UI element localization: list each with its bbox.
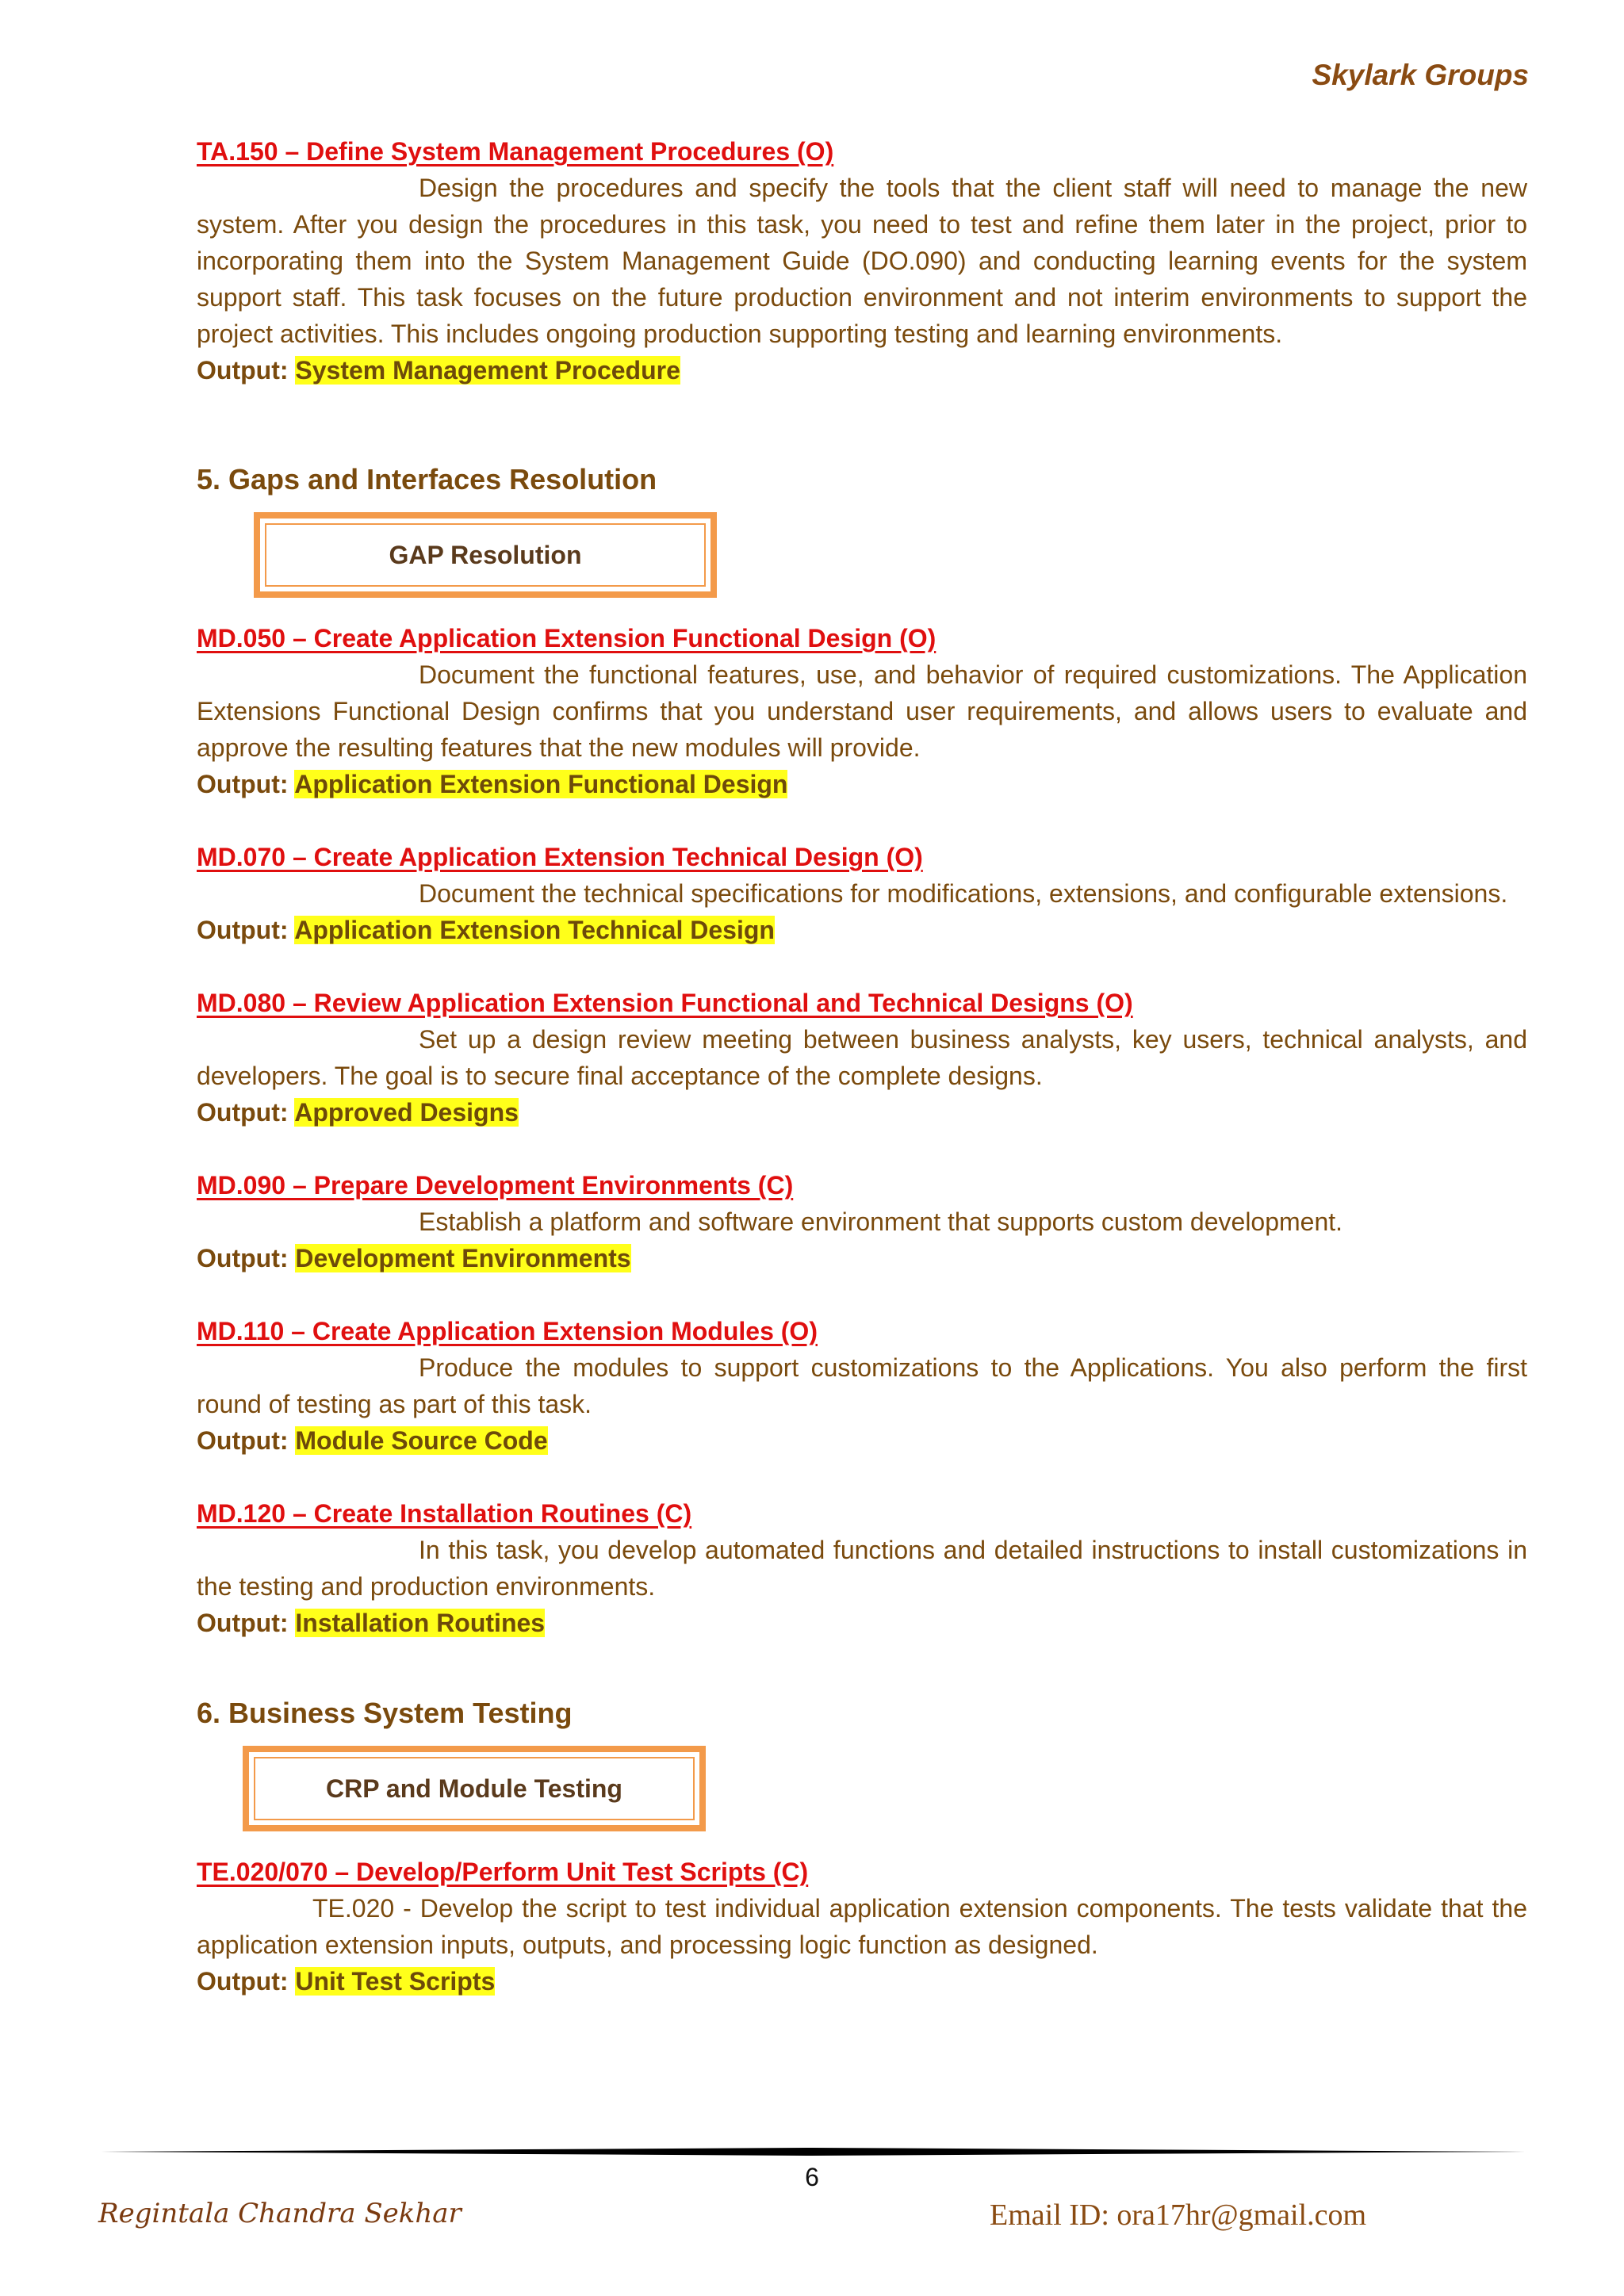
output-label: Output: <box>197 1426 289 1455</box>
output-value: System Management Procedure <box>295 356 680 385</box>
task-title: TA.150 – Define System Management Procedures (O) <box>197 137 834 166</box>
task-output <box>197 766 1527 802</box>
task-description: Document the technical specifications for modifications, extensions, and configurable extensions. <box>419 879 1508 908</box>
output-value: Installation Routines <box>295 1609 546 1637</box>
task-description: TE.020 - Develop the script to test individual application extension components. The tests validate that the application extension inputs, outputs, and processing logic function as designed. <box>197 1894 1527 1959</box>
task-description: Establish a platform and software environment that supports custom development. <box>419 1207 1343 1236</box>
output-value: Application Extension Technical Design <box>294 916 775 944</box>
output-label: Output: <box>197 1967 289 1996</box>
task-title: MD.050 – Create Application Extension Functional Design (O) <box>197 624 936 652</box>
crp-module-testing-box <box>243 1746 706 1831</box>
task-title: MD.110 – Create Application Extension Modules (O) <box>197 1317 818 1345</box>
section-heading-testing: 6. Business System Testing <box>197 1697 573 1729</box>
box-label: CRP and Module Testing <box>254 1757 695 1820</box>
task-description: Design the procedures and specify the tools that the client staff will need to manage the new system. After you design the procedures in this task, you need to test and refine them later in the project, prior to incorporating them into the System Management Guide (DO.090) and conducting learning events for the system support staff. This task focuses on the future production environment and not interim environments to support the project activities. This includes ongoing production supporting testing and learning environments. <box>197 174 1527 348</box>
task-md050 <box>197 620 1527 802</box>
task-title: MD.120 – Create Installation Routines (C) <box>197 1499 692 1528</box>
author-signature: Regintala Chandra Sekhar <box>98 2198 462 2229</box>
task-output <box>197 1605 1527 1641</box>
output-label: Output: <box>197 1244 289 1272</box>
task-output <box>197 1422 1527 1459</box>
gap-resolution-box <box>254 512 717 598</box>
task-output <box>197 352 1527 388</box>
task-md110 <box>197 1313 1527 1459</box>
task-title: MD.070 – Create Application Extension Technical Design (O) <box>197 843 923 871</box>
output-value: Module Source Code <box>295 1426 548 1455</box>
task-output <box>197 1240 1527 1276</box>
output-label: Output: <box>197 356 289 385</box>
task-md090 <box>197 1167 1527 1276</box>
task-output <box>197 912 1527 948</box>
task-md070 <box>197 839 1527 948</box>
header-brand: Skylark Groups <box>1312 59 1529 91</box>
task-ta150 <box>197 133 1527 388</box>
footer-rule <box>98 2145 1526 2158</box>
task-output <box>197 1963 1527 1999</box>
footer-email: Email ID: ora17hr@gmail.com <box>990 2198 1367 2232</box>
task-description: In this task, you develop automated functions and detailed instructions to install customizations in the testing and production environments. <box>197 1536 1527 1601</box>
output-label: Output: <box>197 1609 289 1637</box>
task-title: MD.090 – Prepare Development Environments (C) <box>197 1171 794 1200</box>
task-title: TE.020/070 – Develop/Perform Unit Test Scripts (C) <box>197 1858 809 1886</box>
page-number: 6 <box>805 2163 819 2191</box>
output-value: Development Environments <box>295 1244 631 1272</box>
output-label: Output: <box>197 770 289 798</box>
task-description: Document the functional features, use, and behavior of required customizations. The Application Extensions Functional Design confirms that you understand user requirements, and allows users to evaluate and approve the resulting features that the new modules will provide. <box>197 660 1527 762</box>
task-te020 <box>197 1854 1527 1999</box>
output-label: Output: <box>197 1098 289 1127</box>
section-heading-gaps: 5. Gaps and Interfaces Resolution <box>197 463 657 496</box>
task-md080 <box>197 985 1527 1131</box>
task-output <box>197 1094 1527 1131</box>
output-value: Unit Test Scripts <box>295 1967 496 1996</box>
task-md120 <box>197 1495 1527 1641</box>
task-title: MD.080 – Review Application Extension Functional and Technical Designs (O) <box>197 989 1133 1017</box>
task-description: Set up a design review meeting between business analysts, key users, technical analysts, and developers. The goal is to secure final acceptance of the complete designs. <box>197 1025 1527 1090</box>
box-label: GAP Resolution <box>265 523 706 587</box>
task-description: Produce the modules to support customizations to the Applications. You also perform the first round of testing as part of this task. <box>197 1353 1527 1418</box>
page-content <box>197 133 1527 1999</box>
output-value: Application Extension Functional Design <box>294 770 788 798</box>
output-label: Output: <box>197 916 289 944</box>
output-value: Approved Designs <box>294 1098 519 1127</box>
